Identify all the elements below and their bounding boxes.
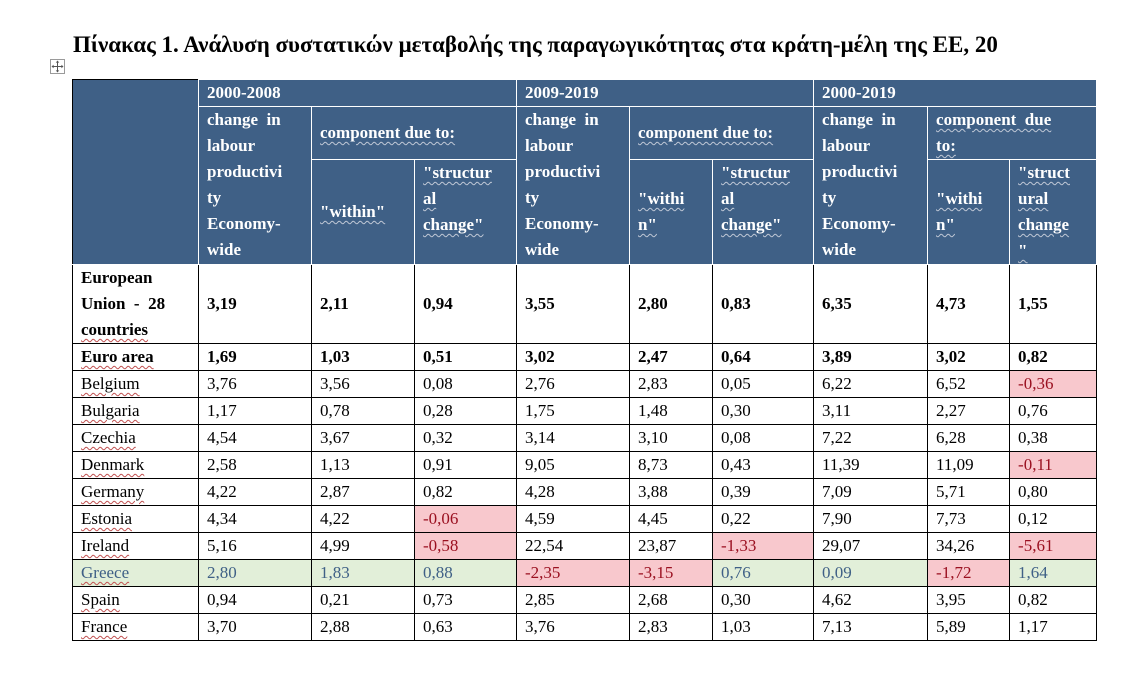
value-cell: 11,09 [928, 452, 1010, 479]
value-cell: 3,10 [630, 425, 713, 452]
table-row [73, 265, 1097, 344]
period-header-3: 2000-2019 [814, 80, 1097, 107]
value-cell: 3,02 [928, 344, 1010, 371]
value-cell: 3,67 [312, 425, 415, 452]
value-cell: 3,88 [630, 479, 713, 506]
structural-header-1: "structur al change" [415, 160, 517, 265]
value-cell: 0,91 [415, 452, 517, 479]
value-cell: 1,03 [312, 344, 415, 371]
value-cell: 0,08 [713, 425, 814, 452]
change-header-2: change in labour productivi ty Economy- wide [517, 107, 630, 265]
value-cell: 6,52 [928, 371, 1010, 398]
value-cell: 4,62 [814, 587, 928, 614]
value-cell: 1,17 [1010, 614, 1097, 641]
value-cell: 2,68 [630, 587, 713, 614]
value-cell: 7,73 [928, 506, 1010, 533]
table-row [73, 344, 1097, 371]
value-cell: 7,13 [814, 614, 928, 641]
document-title: Πίνακας 1. Ανάλυση συστατικών μεταβολής της παραγωγικότητας στα κράτη-μέλη της ΕΕ, 20 [73, 32, 998, 57]
value-cell: 0,12 [1010, 506, 1097, 533]
country-cell: Ireland [73, 533, 199, 560]
value-cell: 0,82 [1010, 587, 1097, 614]
value-cell: -2,35 [517, 560, 630, 587]
country-cell: Denmark [73, 452, 199, 479]
table-row [73, 371, 1097, 398]
value-cell: 3,19 [199, 265, 312, 344]
value-cell: 0,78 [312, 398, 415, 425]
value-cell: 1,83 [312, 560, 415, 587]
value-cell: 0,32 [415, 425, 517, 452]
value-cell: 2,85 [517, 587, 630, 614]
table-row [73, 614, 1097, 641]
value-cell: 0,05 [713, 371, 814, 398]
value-cell: 5,89 [928, 614, 1010, 641]
value-cell: 3,89 [814, 344, 928, 371]
value-cell: 4,45 [630, 506, 713, 533]
value-cell: 3,02 [517, 344, 630, 371]
country-cell: Bulgaria [73, 398, 199, 425]
period-header-2: 2009-2019 [517, 80, 814, 107]
value-cell: 0,38 [1010, 425, 1097, 452]
value-cell: 4,28 [517, 479, 630, 506]
country-cell: European Union - 28 countries [73, 265, 199, 344]
value-cell: 0,88 [415, 560, 517, 587]
value-cell: 0,94 [199, 587, 312, 614]
value-cell: -0,11 [1010, 452, 1097, 479]
value-cell: 5,16 [199, 533, 312, 560]
value-cell: 5,71 [928, 479, 1010, 506]
value-cell: 0,09 [814, 560, 928, 587]
value-cell: 8,73 [630, 452, 713, 479]
value-cell: -0,06 [415, 506, 517, 533]
value-cell: -5,61 [1010, 533, 1097, 560]
country-cell: Czechia [73, 425, 199, 452]
value-cell: 0,64 [713, 344, 814, 371]
value-cell: 3,70 [199, 614, 312, 641]
value-cell: 2,83 [630, 614, 713, 641]
table-row [73, 479, 1097, 506]
change-header-3: change in labour productivi ty Economy- wide [814, 107, 928, 265]
table-row [73, 560, 1097, 587]
value-cell: 0,73 [415, 587, 517, 614]
value-cell: 3,95 [928, 587, 1010, 614]
value-cell: 22,54 [517, 533, 630, 560]
value-cell: 1,17 [199, 398, 312, 425]
value-cell: -0,36 [1010, 371, 1097, 398]
within-header-1: "within" [312, 160, 415, 265]
country-cell: France [73, 614, 199, 641]
value-cell: 1,48 [630, 398, 713, 425]
table-row [73, 452, 1097, 479]
value-cell: -0,58 [415, 533, 517, 560]
value-cell: 2,11 [312, 265, 415, 344]
value-cell: 2,80 [630, 265, 713, 344]
value-cell: 0,76 [1010, 398, 1097, 425]
value-cell: 0,76 [713, 560, 814, 587]
component-header-3: component due to: [928, 107, 1097, 160]
value-cell: 0,83 [713, 265, 814, 344]
within-header-3: "withi n" [928, 160, 1010, 265]
table-row [73, 533, 1097, 560]
country-cell: Germany [73, 479, 199, 506]
table-row [73, 506, 1097, 533]
value-cell: 2,80 [199, 560, 312, 587]
value-cell: 4,22 [199, 479, 312, 506]
table-row [73, 425, 1097, 452]
value-cell: 23,87 [630, 533, 713, 560]
value-cell: 2,47 [630, 344, 713, 371]
value-cell: 1,03 [713, 614, 814, 641]
value-cell: 7,22 [814, 425, 928, 452]
value-cell: 0,30 [713, 398, 814, 425]
country-cell: Euro area [73, 344, 199, 371]
value-cell: 4,34 [199, 506, 312, 533]
component-header-1: component due to: [312, 107, 517, 160]
value-cell: 2,58 [199, 452, 312, 479]
value-cell: 3,76 [199, 371, 312, 398]
value-cell: 4,59 [517, 506, 630, 533]
value-cell: 6,28 [928, 425, 1010, 452]
within-header-2: "withi n" [630, 160, 713, 265]
value-cell: 3,56 [312, 371, 415, 398]
country-cell: Spain [73, 587, 199, 614]
value-cell: 1,55 [1010, 265, 1097, 344]
value-cell: 34,26 [928, 533, 1010, 560]
value-cell: 3,55 [517, 265, 630, 344]
country-cell: Belgium [73, 371, 199, 398]
country-cell: Estonia [73, 506, 199, 533]
value-cell: 0,51 [415, 344, 517, 371]
value-cell: 0,30 [713, 587, 814, 614]
value-cell: 0,39 [713, 479, 814, 506]
value-cell: 11,39 [814, 452, 928, 479]
value-cell: 29,07 [814, 533, 928, 560]
value-cell: 0,43 [713, 452, 814, 479]
value-cell: 2,27 [928, 398, 1010, 425]
value-cell: 4,54 [199, 425, 312, 452]
value-cell: 0,21 [312, 587, 415, 614]
value-cell: 3,14 [517, 425, 630, 452]
value-cell: 0,80 [1010, 479, 1097, 506]
value-cell: 2,87 [312, 479, 415, 506]
table-row [73, 587, 1097, 614]
value-cell: 1,69 [199, 344, 312, 371]
value-cell: 7,09 [814, 479, 928, 506]
table-row [73, 398, 1097, 425]
value-cell: 3,76 [517, 614, 630, 641]
value-cell: 0,08 [415, 371, 517, 398]
change-header-1: change in labour productivi ty Economy- wide [199, 107, 312, 265]
value-cell: 4,22 [312, 506, 415, 533]
value-cell: -1,33 [713, 533, 814, 560]
value-cell: 6,22 [814, 371, 928, 398]
value-cell: -3,15 [630, 560, 713, 587]
table-move-handle-icon[interactable] [50, 59, 65, 74]
value-cell: 0,28 [415, 398, 517, 425]
corner-header-cell [73, 80, 199, 265]
productivity-table [72, 79, 1097, 641]
value-cell: 0,22 [713, 506, 814, 533]
value-cell: 1,13 [312, 452, 415, 479]
value-cell: 3,11 [814, 398, 928, 425]
value-cell: 1,64 [1010, 560, 1097, 587]
value-cell: 9,05 [517, 452, 630, 479]
value-cell: 0,63 [415, 614, 517, 641]
country-cell: Greece [73, 560, 199, 587]
period-header-1: 2000-2008 [199, 80, 517, 107]
value-cell: 6,35 [814, 265, 928, 344]
value-cell: 4,99 [312, 533, 415, 560]
value-cell: 4,73 [928, 265, 1010, 344]
component-header-2: component due to: [630, 107, 814, 160]
value-cell: 7,90 [814, 506, 928, 533]
value-cell: 0,82 [415, 479, 517, 506]
value-cell: 0,82 [1010, 344, 1097, 371]
value-cell: 1,75 [517, 398, 630, 425]
value-cell: 2,88 [312, 614, 415, 641]
value-cell: 2,83 [630, 371, 713, 398]
value-cell: 0,94 [415, 265, 517, 344]
value-cell: -1,72 [928, 560, 1010, 587]
structural-header-3: "struct ural change " [1010, 160, 1097, 265]
structural-header-2: "structur al change" [713, 160, 814, 265]
value-cell: 2,76 [517, 371, 630, 398]
table-body [73, 265, 1097, 641]
